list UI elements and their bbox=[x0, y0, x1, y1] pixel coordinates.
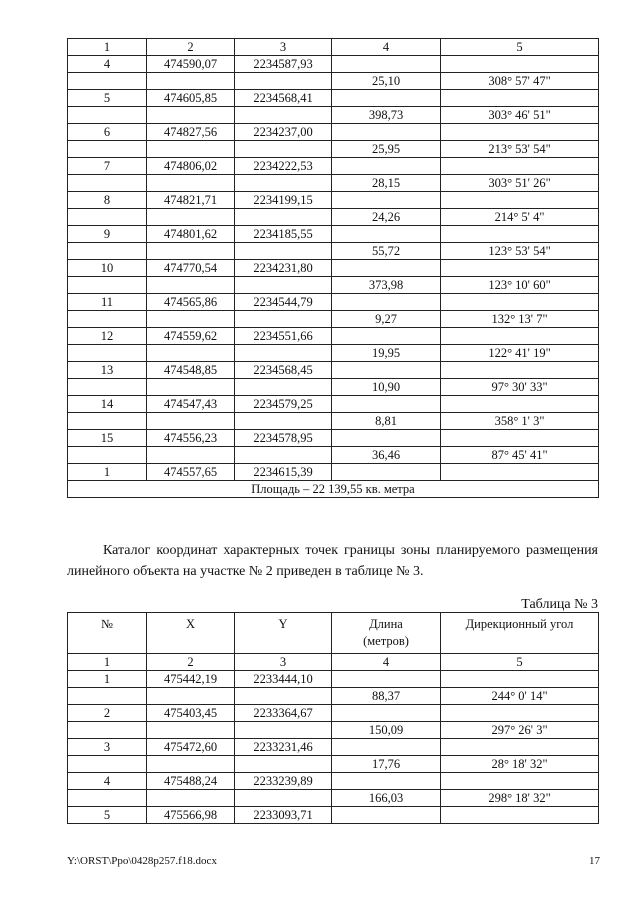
table-cell bbox=[147, 175, 235, 192]
table-cell bbox=[441, 294, 599, 311]
table-row bbox=[68, 671, 599, 688]
table-cell bbox=[147, 447, 235, 464]
table-cell bbox=[441, 773, 599, 790]
table-cell bbox=[332, 807, 441, 824]
table-cell bbox=[68, 73, 147, 90]
table-cell: 213° 53' 54" bbox=[441, 141, 599, 158]
table-cell: 15 bbox=[68, 430, 147, 447]
table-cell: 398,73 bbox=[332, 107, 441, 124]
table-cell bbox=[235, 243, 332, 260]
table-cell: 2234199,15 bbox=[235, 192, 332, 209]
table-cell bbox=[332, 430, 441, 447]
table-row bbox=[68, 260, 599, 277]
table-cell bbox=[68, 345, 147, 362]
table-cell: 55,72 bbox=[332, 243, 441, 260]
table-cell bbox=[147, 413, 235, 430]
table-cell: 475403,45 bbox=[147, 705, 235, 722]
table-cell bbox=[235, 447, 332, 464]
table-cell bbox=[147, 107, 235, 124]
table-cell bbox=[235, 107, 332, 124]
table-cell: 2234587,93 bbox=[235, 56, 332, 73]
table-cell: 474557,65 bbox=[147, 464, 235, 481]
table-row bbox=[68, 447, 599, 464]
table-cell: 475488,24 bbox=[147, 773, 235, 790]
table-cell: 6 bbox=[68, 124, 147, 141]
coordinates-table-1 bbox=[67, 38, 599, 498]
table-cell bbox=[147, 243, 235, 260]
table-cell bbox=[147, 141, 235, 158]
table-cell: 8,81 bbox=[332, 413, 441, 430]
table-cell bbox=[235, 311, 332, 328]
table-cell bbox=[235, 413, 332, 430]
table-row bbox=[68, 790, 599, 807]
column-number: 1 bbox=[68, 654, 147, 671]
header-cell: 5 bbox=[441, 39, 599, 56]
column-header-number: № bbox=[68, 613, 147, 654]
table-cell: 5 bbox=[68, 90, 147, 107]
table-cell bbox=[441, 396, 599, 413]
table-row bbox=[68, 688, 599, 705]
table-cell bbox=[332, 396, 441, 413]
column-number: 3 bbox=[235, 654, 332, 671]
table-cell: 2234568,45 bbox=[235, 362, 332, 379]
table-cell: 2234579,25 bbox=[235, 396, 332, 413]
table-cell: 4 bbox=[68, 56, 147, 73]
table-row bbox=[68, 413, 599, 430]
column-number: 2 bbox=[147, 654, 235, 671]
table-row bbox=[68, 756, 599, 773]
column-header-length bbox=[332, 613, 441, 654]
table-cell bbox=[68, 277, 147, 294]
table-cell: 14 bbox=[68, 396, 147, 413]
table-cell bbox=[332, 124, 441, 141]
table-row bbox=[68, 722, 599, 739]
table-cell: 214° 5' 4" bbox=[441, 209, 599, 226]
table-cell: 1 bbox=[68, 464, 147, 481]
table-cell: 474556,23 bbox=[147, 430, 235, 447]
table-cell bbox=[147, 311, 235, 328]
table-cell bbox=[68, 447, 147, 464]
table-cell: 474821,71 bbox=[147, 192, 235, 209]
table-cell bbox=[147, 379, 235, 396]
area-row bbox=[68, 481, 599, 498]
table-row bbox=[68, 396, 599, 413]
table-cell: 2234237,00 bbox=[235, 124, 332, 141]
header-cell: 3 bbox=[235, 39, 332, 56]
table-cell: 24,26 bbox=[332, 209, 441, 226]
column-number-row bbox=[68, 654, 599, 671]
table-row bbox=[68, 311, 599, 328]
table-cell bbox=[147, 790, 235, 807]
table-cell: 2233444,10 bbox=[235, 671, 332, 688]
table-cell bbox=[332, 773, 441, 790]
table-cell: 2234551,66 bbox=[235, 328, 332, 345]
table-cell: 11 bbox=[68, 294, 147, 311]
table-cell bbox=[68, 790, 147, 807]
column-header-x: X bbox=[147, 613, 235, 654]
table-cell bbox=[68, 107, 147, 124]
table-cell bbox=[332, 671, 441, 688]
table-cell bbox=[441, 671, 599, 688]
table-cell: 2233239,89 bbox=[235, 773, 332, 790]
header-cell: 1 bbox=[68, 39, 147, 56]
table-cell bbox=[147, 345, 235, 362]
table-cell bbox=[441, 124, 599, 141]
table-cell: 2233231,46 bbox=[235, 739, 332, 756]
header-cell: 4 bbox=[332, 39, 441, 56]
table-cell bbox=[147, 688, 235, 705]
table-cell bbox=[235, 175, 332, 192]
table-cell bbox=[332, 158, 441, 175]
table-cell: 474770,54 bbox=[147, 260, 235, 277]
table-row bbox=[68, 124, 599, 141]
table-cell bbox=[441, 328, 599, 345]
table-row bbox=[68, 345, 599, 362]
table-cell: 25,10 bbox=[332, 73, 441, 90]
table-cell bbox=[68, 722, 147, 739]
table-cell: 474605,85 bbox=[147, 90, 235, 107]
table-row bbox=[68, 379, 599, 396]
table-cell bbox=[332, 226, 441, 243]
table-row bbox=[68, 226, 599, 243]
table-cell: 474806,02 bbox=[147, 158, 235, 175]
table-cell bbox=[235, 379, 332, 396]
table-cell: 150,09 bbox=[332, 722, 441, 739]
table-cell: 297° 26' 3" bbox=[441, 722, 599, 739]
table-cell: 4 bbox=[68, 773, 147, 790]
table-cell: 475442,19 bbox=[147, 671, 235, 688]
table-cell: 87° 45' 41" bbox=[441, 447, 599, 464]
table-cell bbox=[441, 226, 599, 243]
table-cell bbox=[332, 260, 441, 277]
table-cell: 244° 0' 14" bbox=[441, 688, 599, 705]
table-cell bbox=[441, 430, 599, 447]
table-cell: 303° 46' 51" bbox=[441, 107, 599, 124]
table-cell bbox=[332, 464, 441, 481]
column-header-y: Y bbox=[235, 613, 332, 654]
table-cell: 2234578,95 bbox=[235, 430, 332, 447]
table-cell: 132° 13' 7" bbox=[441, 311, 599, 328]
table-cell: 9 bbox=[68, 226, 147, 243]
table-row bbox=[68, 158, 599, 175]
table-cell bbox=[441, 739, 599, 756]
table-cell bbox=[235, 73, 332, 90]
table-cell bbox=[441, 464, 599, 481]
table-cell bbox=[332, 192, 441, 209]
table-row bbox=[68, 209, 599, 226]
table-cell bbox=[441, 807, 599, 824]
table-cell bbox=[441, 90, 599, 107]
table-header-row bbox=[68, 39, 599, 56]
table-caption: Таблица № 3 bbox=[521, 597, 598, 612]
table-row bbox=[68, 773, 599, 790]
table-cell: 36,46 bbox=[332, 447, 441, 464]
table-cell bbox=[332, 362, 441, 379]
table-cell bbox=[441, 705, 599, 722]
table-row bbox=[68, 328, 599, 345]
table-cell: 28° 18' 32" bbox=[441, 756, 599, 773]
table-row bbox=[68, 294, 599, 311]
table-cell: 123° 53' 54" bbox=[441, 243, 599, 260]
table-cell bbox=[68, 756, 147, 773]
table-cell bbox=[147, 756, 235, 773]
length-label: Длина bbox=[369, 617, 403, 631]
table-cell: 2234568,41 bbox=[235, 90, 332, 107]
table-cell: 17,76 bbox=[332, 756, 441, 773]
table-cell: 2234615,39 bbox=[235, 464, 332, 481]
length-unit: (метров) bbox=[363, 634, 409, 648]
table-cell bbox=[441, 158, 599, 175]
table-cell bbox=[332, 705, 441, 722]
column-header-angle: Дирекционный угол bbox=[441, 613, 599, 654]
table-cell: 2234544,79 bbox=[235, 294, 332, 311]
table-cell: 2233364,67 bbox=[235, 705, 332, 722]
table-cell bbox=[68, 688, 147, 705]
table-cell bbox=[441, 260, 599, 277]
table-row bbox=[68, 739, 599, 756]
table-cell bbox=[68, 141, 147, 158]
table-row bbox=[68, 175, 599, 192]
table-cell bbox=[235, 141, 332, 158]
table-cell bbox=[332, 294, 441, 311]
table-cell: 122° 41' 19" bbox=[441, 345, 599, 362]
table-cell bbox=[147, 73, 235, 90]
table-cell: 303° 51' 26" bbox=[441, 175, 599, 192]
coordinates-table-3 bbox=[67, 612, 599, 824]
table-row bbox=[68, 277, 599, 294]
table-cell: 474548,85 bbox=[147, 362, 235, 379]
table-cell: 2234222,53 bbox=[235, 158, 332, 175]
table-cell bbox=[235, 277, 332, 294]
footer-file-path: Y:\ORST\Ppo\0428p257.f18.docx bbox=[67, 855, 217, 867]
header-cell: 2 bbox=[147, 39, 235, 56]
table-cell: 19,95 bbox=[332, 345, 441, 362]
table-cell: 2233093,71 bbox=[235, 807, 332, 824]
table-cell: 2 bbox=[68, 705, 147, 722]
table-cell bbox=[441, 192, 599, 209]
table-cell bbox=[332, 328, 441, 345]
table-cell bbox=[68, 413, 147, 430]
table-cell: 475566,98 bbox=[147, 807, 235, 824]
page-number: 17 bbox=[589, 855, 600, 867]
table-cell bbox=[235, 345, 332, 362]
table-cell: 474565,86 bbox=[147, 294, 235, 311]
table-row bbox=[68, 705, 599, 722]
table-cell: 373,98 bbox=[332, 277, 441, 294]
table-cell bbox=[147, 722, 235, 739]
table-row bbox=[68, 56, 599, 73]
table-cell bbox=[235, 722, 332, 739]
table-cell bbox=[441, 56, 599, 73]
table-cell: 475472,60 bbox=[147, 739, 235, 756]
table-row bbox=[68, 141, 599, 158]
table-row bbox=[68, 243, 599, 260]
table-row bbox=[68, 107, 599, 124]
table-cell: 12 bbox=[68, 328, 147, 345]
table-cell: 298° 18' 32" bbox=[441, 790, 599, 807]
table-cell: 7 bbox=[68, 158, 147, 175]
table-cell: 474590,07 bbox=[147, 56, 235, 73]
table-cell bbox=[235, 209, 332, 226]
table-row bbox=[68, 807, 599, 824]
table-cell bbox=[68, 209, 147, 226]
table-cell: 474547,43 bbox=[147, 396, 235, 413]
column-header-row bbox=[68, 613, 599, 654]
table-cell bbox=[332, 56, 441, 73]
area-cell: Площадь – 22 139,55 кв. метра bbox=[68, 481, 599, 498]
table-cell: 25,95 bbox=[332, 141, 441, 158]
table-cell: 97° 30' 33" bbox=[441, 379, 599, 396]
table-cell: 5 bbox=[68, 807, 147, 824]
table-cell: 3 bbox=[68, 739, 147, 756]
column-number: 4 bbox=[332, 654, 441, 671]
table-cell: 308° 57' 47" bbox=[441, 73, 599, 90]
table-cell: 88,37 bbox=[332, 688, 441, 705]
table-cell bbox=[68, 379, 147, 396]
table-row bbox=[68, 192, 599, 209]
table-cell bbox=[332, 90, 441, 107]
table-cell bbox=[68, 175, 147, 192]
table-row bbox=[68, 362, 599, 379]
catalog-paragraph: Каталог координат характерных точек границы зоны планируемого размещения линейного объекта на участке № 2 приведен в таблице № 3. bbox=[67, 543, 598, 579]
table-cell bbox=[441, 362, 599, 379]
table-cell: 2234185,55 bbox=[235, 226, 332, 243]
table-cell: 358° 1' 3" bbox=[441, 413, 599, 430]
table-cell: 2234231,80 bbox=[235, 260, 332, 277]
column-number: 5 bbox=[441, 654, 599, 671]
table-cell bbox=[235, 790, 332, 807]
table-cell bbox=[68, 311, 147, 328]
table-cell: 10 bbox=[68, 260, 147, 277]
table-row bbox=[68, 90, 599, 107]
table-cell bbox=[235, 756, 332, 773]
table-row bbox=[68, 73, 599, 90]
table-cell: 1 bbox=[68, 671, 147, 688]
table-cell: 166,03 bbox=[332, 790, 441, 807]
table-cell: 123° 10' 60" bbox=[441, 277, 599, 294]
table-cell bbox=[332, 739, 441, 756]
table-cell: 474559,62 bbox=[147, 328, 235, 345]
table-cell: 13 bbox=[68, 362, 147, 379]
table-cell bbox=[68, 243, 147, 260]
table-row bbox=[68, 464, 599, 481]
table-cell: 28,15 bbox=[332, 175, 441, 192]
table-cell: 474801,62 bbox=[147, 226, 235, 243]
table-cell bbox=[235, 688, 332, 705]
table-row bbox=[68, 430, 599, 447]
table-cell bbox=[147, 277, 235, 294]
table-cell bbox=[147, 209, 235, 226]
table-cell: 474827,56 bbox=[147, 124, 235, 141]
table-cell: 8 bbox=[68, 192, 147, 209]
table-cell: 10,90 bbox=[332, 379, 441, 396]
table-cell: 9,27 bbox=[332, 311, 441, 328]
